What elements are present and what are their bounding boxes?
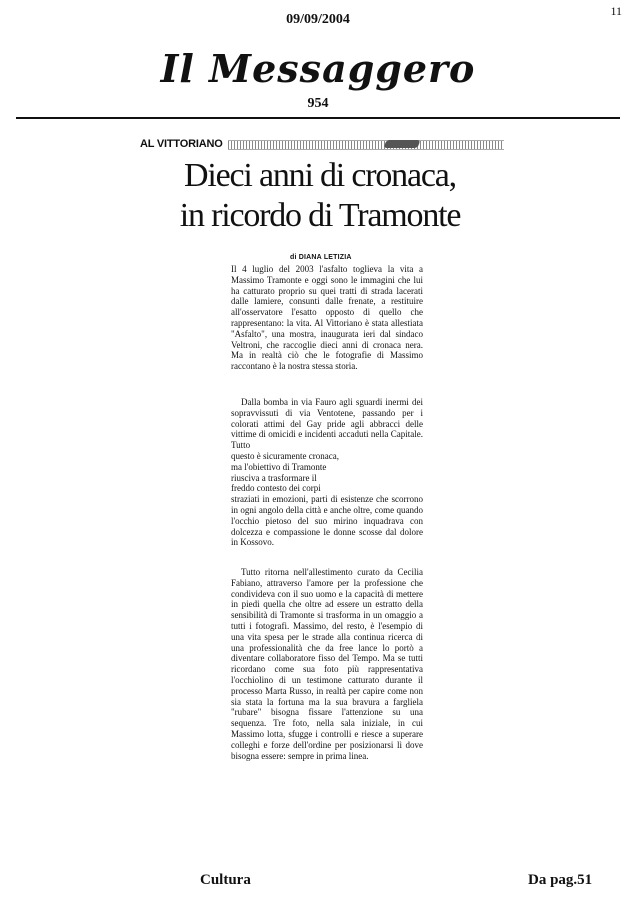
article-kicker: AL VITTORIANO: [140, 138, 223, 150]
kicker-ink-mark: [384, 140, 421, 148]
article-body-part-1: [231, 264, 423, 372]
paragraph-2-rest: straziati in emozioni, parti di esistenze che scorrono in ogni angolo della città e anche oltre, come quando l'occhio pietoso del suo mirino inquadrava con dolcezza e compassione le donne scosse dal dolore in Kossovo.: [231, 494, 423, 548]
paragraph-2-narrow: questo è sicuramente cronaca, ma l'obiettivo di Tramonte riusciva a trasformare il freddo contesto dei corpi: [231, 450, 339, 494]
issue-date: 09/09/2004: [286, 12, 350, 27]
headline-line-2: in ricordo di Tramonte: [179, 197, 461, 234]
page-number: 11: [610, 4, 622, 18]
header-rule: [16, 117, 620, 119]
article-body-part-2: [231, 397, 423, 548]
paragraph-3: Tutto ritorna nell'allestimento curato da Cecilia Fabiano, attraverso l'amore per la professione che condivideva con il suo uomo e la capacità di mettere in piedi quella che oltre ad essere un estratto della sensibilità di Tramonte si trasforma in un omaggio a tutti i fotografi. Massimo, del resto, è l'esempio di una vita spesa per le strade alla continua ricerca di una professionalità che da free lance lo portò a diventare collaboratore fisso del Tempo. Ma se tutti ricordano come sua foto più rappresentativa l'occhiolino di un testimone catturato durante il processo Marta Russo, in realtà per capire come non sia stata la fortuna ma la sua bravura a fargliela "rubare" bisogna fissare l'attenzione su una sequenza. Tre foto, nella sala iniziale, in cui Massimo lotta, sfugge i controlli e riesce a superare colleghi e forze dell'ordine per posizionarsi lì dove bisogna essere: sempre in prima linea.: [231, 567, 423, 761]
article-body-part-3: [231, 567, 423, 761]
kicker-bar: [228, 140, 504, 150]
section-label: Cultura: [200, 872, 251, 888]
paragraph-1: Il 4 luglio del 2003 l'asfalto toglieva la vita a Massimo Tramonte e oggi sono le immagini che lui ha catturato proprio su quei tratti di strada lacerati dalle lamiere, consunti dalle frenate, a restituire all'osservatore l'esatto opposto di quello che rappresentano: la vita. Al Vittoriano è stata allestiata "Asfalto", una mostra, inaugurata ieri dal sindaco Veltroni, che raccoglie dieci anni di cronaca nera. Ma in realtà ciò che le fotografie di Massimo raccontano è la nostra stessa storia.: [231, 264, 423, 372]
kicker-row: [140, 138, 506, 152]
article-byline: di DIANA LETIZIA: [290, 254, 352, 261]
issue-number: 954: [307, 96, 329, 111]
article-headline: [130, 156, 510, 236]
paragraph-2-full: Dalla bomba in via Fauro agli sguardi inermi dei sopravvissuti di via Ventotene, passando per i colorati attimi del Gay pride agli abbracci delle vittime di omicidi e incidenti accaduti nella Capitale. Tutto: [231, 397, 423, 451]
newspaper-masthead: Il Messaggero: [160, 46, 476, 91]
continuation-label: Da pag.51: [528, 872, 593, 888]
headline-line-1: Dieci anni di cronaca,: [184, 157, 456, 194]
